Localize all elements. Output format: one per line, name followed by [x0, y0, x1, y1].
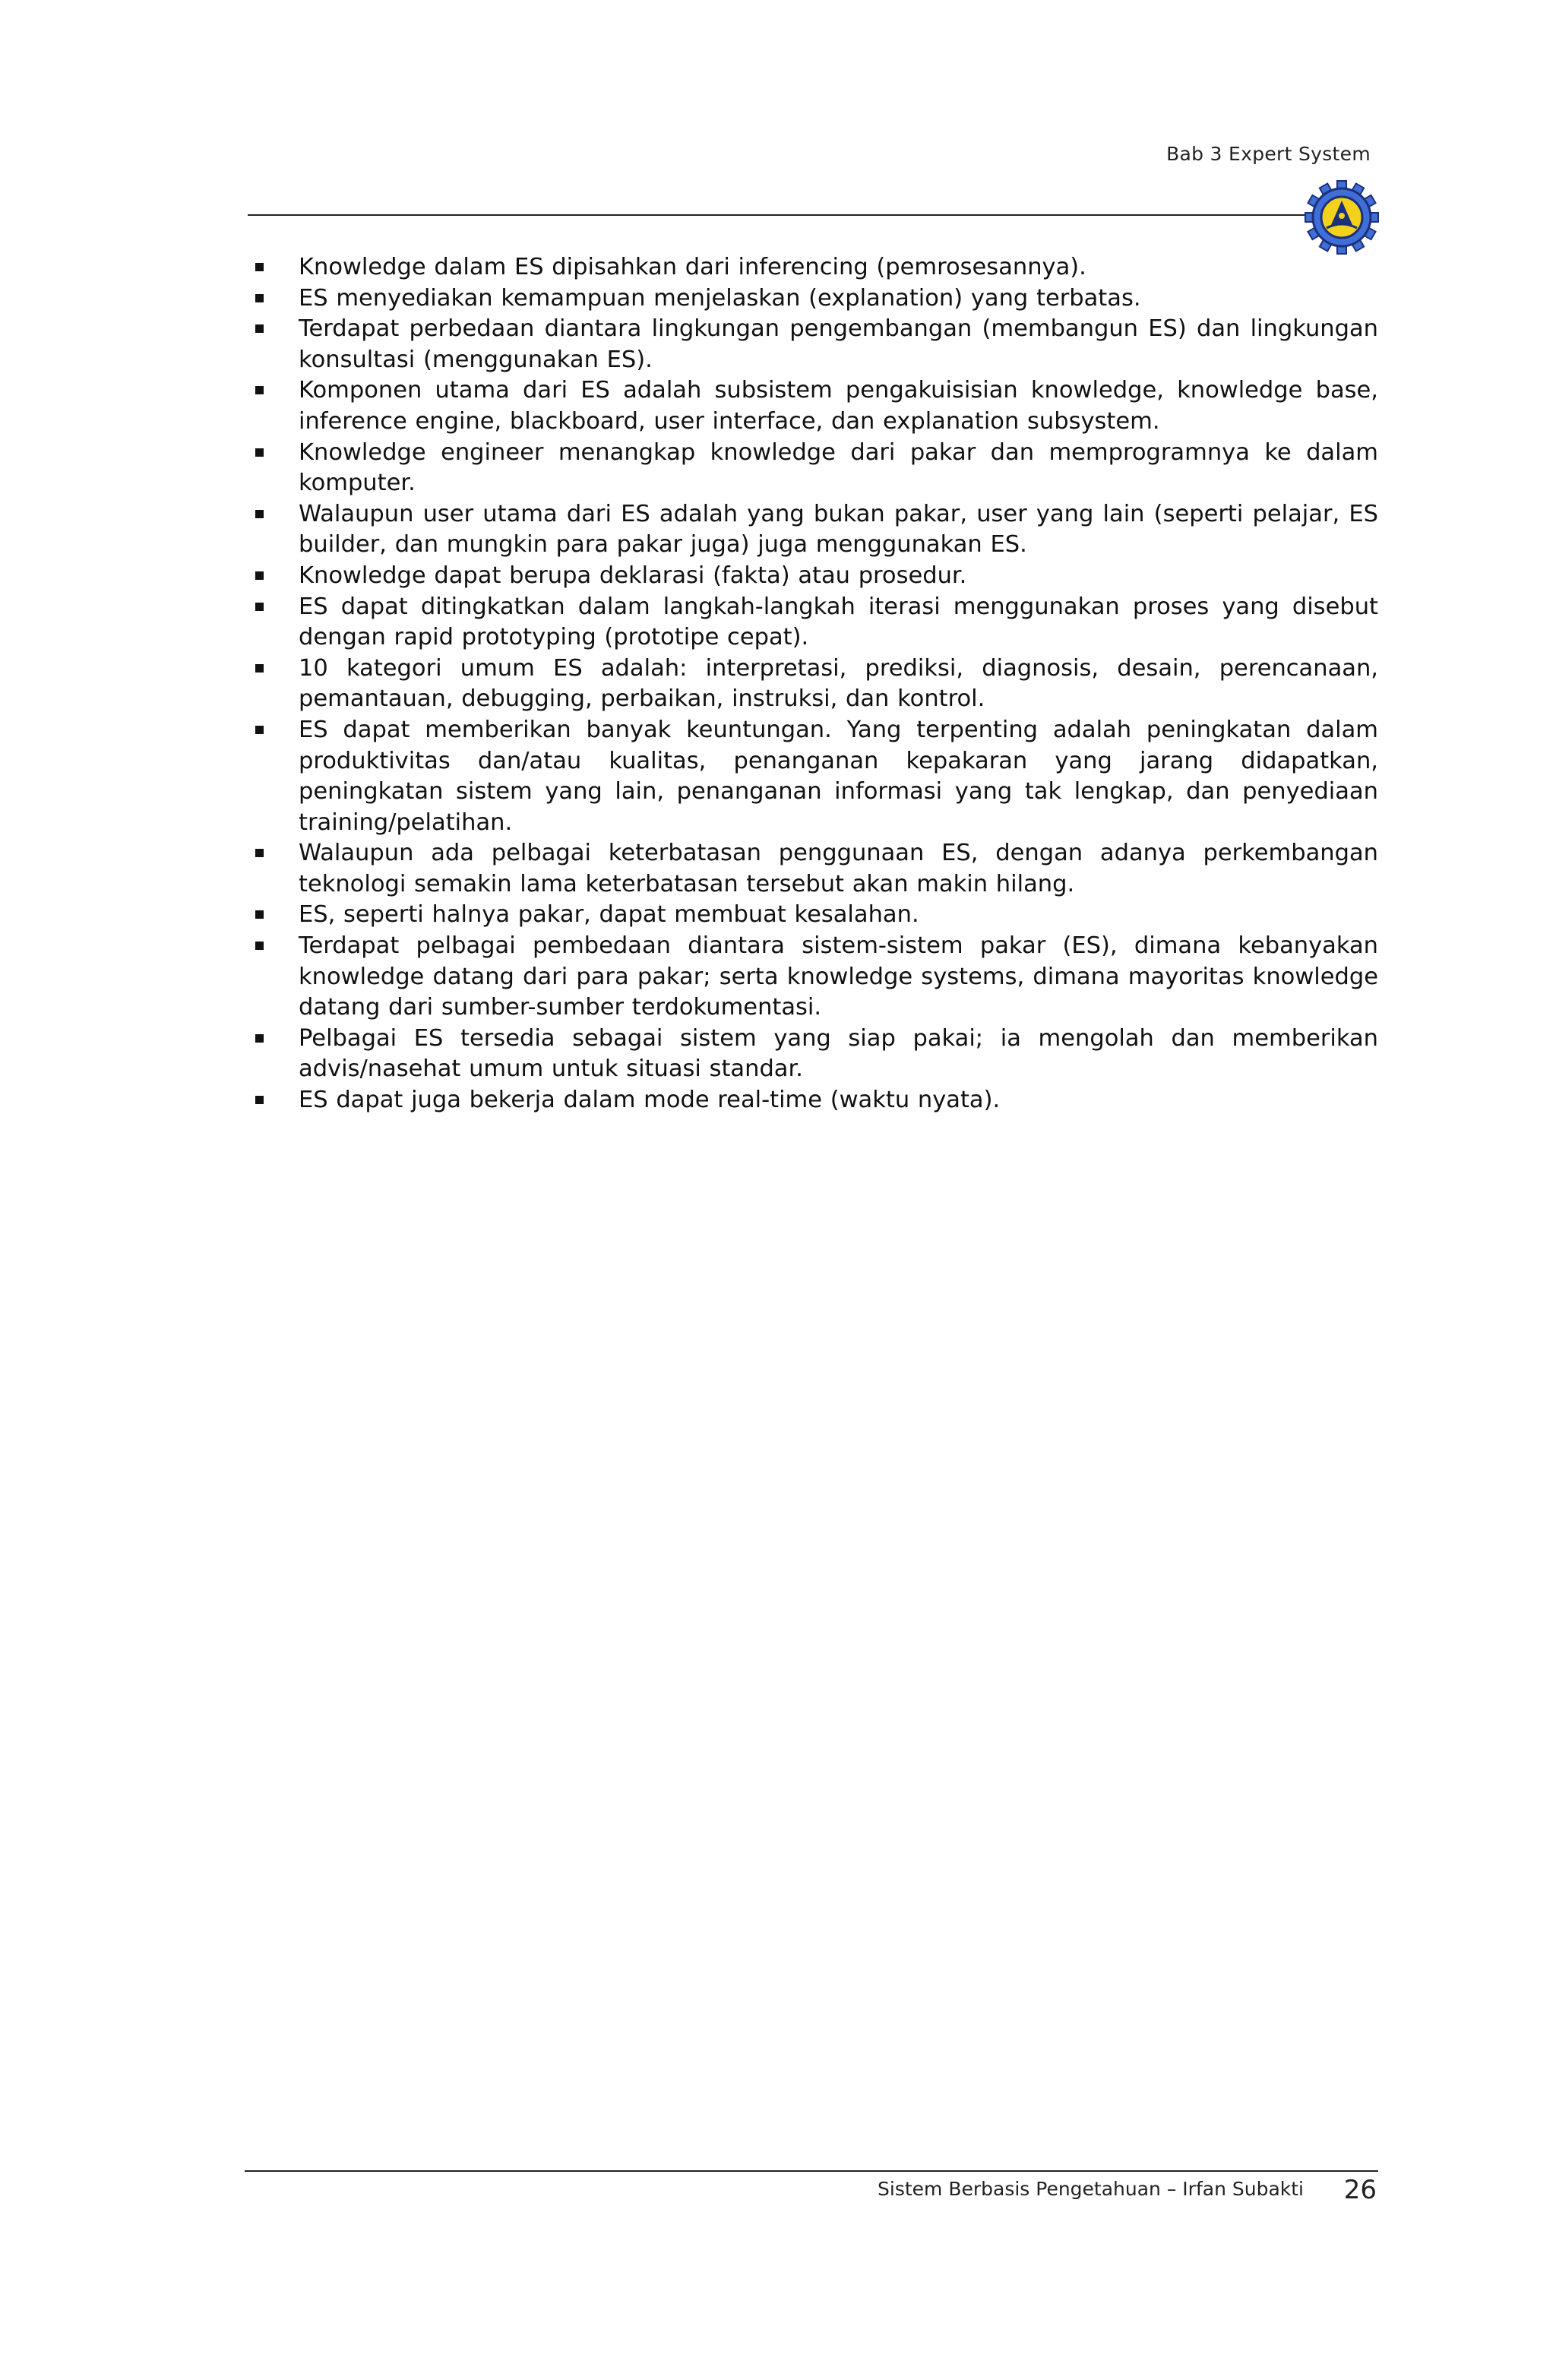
list-item-text: ES dapat juga bekerja dalam mode real-time (waktu nyata).	[299, 1087, 1001, 1114]
list-item	[248, 900, 1378, 931]
list-item	[248, 499, 1378, 561]
list-item	[248, 654, 1378, 715]
list-item	[248, 283, 1378, 315]
list-item-text: ES dapat ditingkatkan dalam langkah-langkah iterasi menggunakan proses yang disebut dengan rapid prototyping (prototipe cepat).	[299, 593, 1378, 651]
list-item-text: Knowledge engineer menangkap knowledge dari pakar dan memprogramnya ke dalam komputer.	[299, 438, 1378, 497]
square-bullet-icon	[255, 849, 264, 857]
list-item-text: Walaupun user utama dari ES adalah yang bukan pakar, user yang lain (seperti pelajar, ES builder, dan mungkin para pakar juga) juga menggunakan ES.	[299, 500, 1378, 559]
square-bullet-icon	[255, 1034, 264, 1043]
list-item	[248, 1085, 1378, 1116]
square-bullet-icon	[255, 910, 264, 919]
list-item	[248, 931, 1378, 1024]
footer-rule	[245, 2170, 1378, 2172]
square-bullet-icon	[255, 664, 264, 673]
list-item-text: Walaupun ada pelbagai keterbatasan penggunaan ES, dengan adanya perkembangan teknologi semakin lama keterbatasan tersebut akan makin hilang.	[299, 840, 1378, 897]
list-item-text: Pelbagai ES tersedia sebagai sistem yang siap pakai; ia mengolah dan memberikan advis/nasehat umum untuk situasi standar.	[299, 1024, 1378, 1083]
square-bullet-icon	[255, 942, 264, 950]
list-item	[248, 375, 1378, 437]
square-bullet-icon	[255, 510, 264, 518]
list-item	[248, 838, 1378, 900]
list-item-text: Komponen utama dari ES adalah subsistem pengakuisisian knowledge, knowledge base, inference engine, blackboard, user interface, dan explanation subsystem.	[299, 377, 1378, 435]
list-item	[248, 592, 1378, 654]
list-item-text: ES dapat memberikan banyak keuntungan. Yang terpenting adalah peningkatan dalam produktivitas dan/atau kualitas, penanganan kepakaran yang jarang didapatkan, peningkatan sistem yang lain, penanganan informasi yang tak lengkap, dan penyediaan training/pelatihan.	[299, 716, 1378, 836]
square-bullet-icon	[255, 448, 264, 457]
square-bullet-icon	[255, 386, 264, 394]
square-bullet-icon	[255, 726, 264, 734]
page-number: 26	[1343, 2175, 1377, 2205]
list-item-text: Terdapat perbedaan diantara lingkungan pengembangan (membangun ES) dan lingkungan konsultasi (menggunakan ES).	[299, 315, 1378, 373]
list-item-text: Knowledge dapat berupa deklarasi (fakta) atau prosedur.	[299, 562, 967, 589]
square-bullet-icon	[255, 571, 264, 580]
list-item-text: Terdapat pelbagai pembedaan diantara sistem-sistem pakar (ES), dimana kebanyakan knowledge datang dari para pakar; serta knowledge systems, dimana mayoritas knowledge datang dari sumber-sumber terdokumentasi.	[299, 932, 1378, 1021]
square-bullet-icon	[255, 294, 264, 302]
square-bullet-icon	[255, 324, 264, 333]
list-item	[248, 561, 1378, 592]
list-item-text: 10 kategori umum ES adalah: interpretasi, prediksi, diagnosis, desain, perencanaan, pemantauan, debugging, perbaikan, instruksi, dan kontrol.	[299, 654, 1378, 713]
list-item	[248, 252, 1378, 283]
list-item-text: ES menyediakan kemampuan menjelaskan (explanation) yang terbatas.	[299, 284, 1141, 312]
footer-text: Sistem Berbasis Pengetahuan – Irfan Subakti	[878, 2178, 1304, 2200]
list-item-text: Knowledge dalam ES dipisahkan dari inferencing (pemrosesannya).	[299, 254, 1086, 280]
list-item	[248, 1024, 1378, 1085]
list-item-text: ES, seperti halnya pakar, dapat membuat kesalahan.	[299, 901, 919, 929]
square-bullet-icon	[255, 1096, 264, 1104]
gear-emblem-icon	[1302, 178, 1381, 257]
main-content	[248, 252, 1378, 1116]
square-bullet-icon	[255, 263, 264, 271]
list-item	[248, 314, 1378, 375]
square-bullet-icon	[255, 603, 264, 611]
header-rule	[248, 214, 1308, 216]
list-item	[248, 438, 1378, 499]
chapter-header: Bab 3 Expert System	[1166, 143, 1371, 165]
list-item	[248, 715, 1378, 838]
bullet-list	[248, 252, 1378, 1116]
